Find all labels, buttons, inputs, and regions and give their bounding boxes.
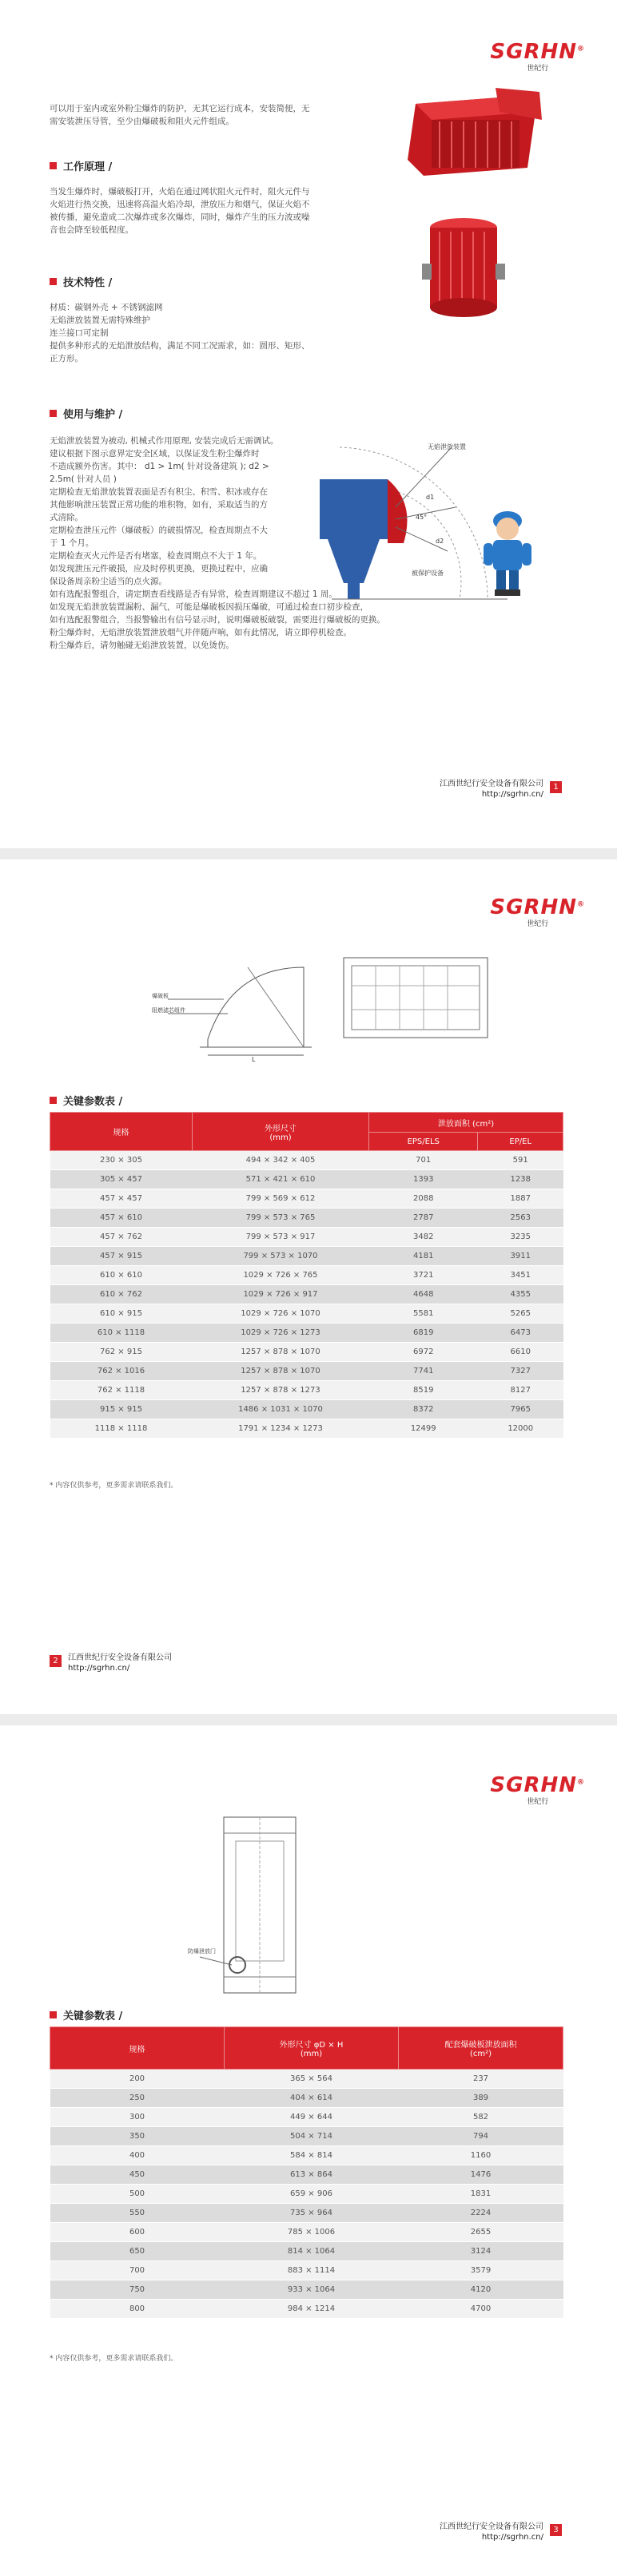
table-row — [50, 2108, 563, 2127]
text-line: 如有选配报警组合，当报警输出有信号显示时，说明爆破板破裂，需要进行爆破板的更换。 — [50, 615, 385, 625]
table-cell: 762 × 1016 — [50, 1362, 193, 1381]
label-rupture-disc: 爆破板 — [152, 993, 169, 999]
section-principle — [50, 158, 112, 173]
table-cell: 4181 — [369, 1247, 478, 1266]
text-line: 音也会降至较低程度。 — [50, 225, 133, 235]
page-3 — [0, 1725, 617, 2576]
table-cell: 1118 × 1118 — [50, 1419, 193, 1439]
table-row — [50, 2127, 563, 2146]
page-1 — [0, 0, 617, 848]
text-line: 如发现无焰泄放装置漏粉、漏气，可能是爆破板因损压爆破，可通过检查口初步检查， — [50, 602, 368, 612]
table-cell: 1257 × 878 × 1070 — [193, 1362, 369, 1381]
table-cell: 600 — [50, 2223, 225, 2242]
table-cell: 200 — [50, 2070, 225, 2089]
intro-line: 需安装泄压导管，至少由爆破板和阻火元件组成。 — [50, 117, 234, 126]
table-cell: 762 × 1118 — [50, 1381, 193, 1400]
table-cell: 1257 × 878 × 1070 — [193, 1343, 369, 1362]
footer-url[interactable]: http://sgrhn.cn/ — [481, 790, 543, 799]
text-line: 如发现泄压元件破损，应及时停机更换，更换过程中，应确 — [50, 564, 268, 574]
text-line: 粉尘爆炸时，无焰泄放装置泄放烟气并伴随声响，如有此情况，请立即停机检查。 — [50, 628, 352, 637]
brand-cn: 世纪行 — [527, 65, 549, 73]
table-cell: 4120 — [399, 2280, 563, 2300]
brand-reg: ® — [577, 45, 585, 54]
table-cell: 794 — [399, 2127, 563, 2146]
table-cell: 550 — [50, 2204, 225, 2223]
table-body — [50, 2070, 563, 2319]
table-cell: 305 × 457 — [50, 1170, 193, 1189]
worker-illustration — [476, 503, 539, 599]
section-marker — [50, 1097, 57, 1104]
cylinder-drawing — [188, 1809, 324, 2001]
text-line: 于 1 个月。 — [50, 538, 94, 548]
table-row — [50, 1189, 563, 1209]
text-line: 定期检查泄压元件（爆破板）的破损情况，检查周期点不大 — [50, 526, 268, 535]
table-cell: 3482 — [369, 1228, 478, 1247]
text-line: 火焰进行热交换，迅速将高温火焰冷却，泄放压力和烟气，保证火焰不 — [50, 200, 310, 209]
text-line: 式清除。 — [50, 513, 83, 522]
side-drawing — [152, 951, 320, 1063]
table-cell: 700 — [50, 2261, 225, 2280]
table-cell: 12499 — [369, 1419, 478, 1439]
table-cell: 12000 — [478, 1419, 563, 1439]
table-cell: 2088 — [369, 1189, 478, 1209]
table-row — [50, 2242, 563, 2261]
section-params — [50, 1093, 122, 1108]
table-cell: 799 × 573 × 765 — [193, 1209, 369, 1228]
table-cell: 2563 — [478, 1209, 563, 1228]
dim-label: L — [252, 1056, 256, 1063]
footer — [424, 2522, 543, 2542]
table-row — [50, 2280, 563, 2300]
footer-url[interactable]: http://sgrhn.cn/ — [481, 2533, 543, 2542]
footer-company: 江西世纪行安全设备有限公司 — [440, 780, 543, 788]
label-door: 防爆泄放门 — [188, 1948, 216, 1955]
table-cell: 6473 — [478, 1324, 563, 1343]
table-cell: 582 — [399, 2108, 563, 2127]
table-cell: 701 — [369, 1151, 478, 1170]
table-cell: 591 — [478, 1151, 563, 1170]
brand-reg: ® — [577, 1778, 585, 1787]
text-line: 材质：碳钢外壳 + 不锈钢滤网 — [50, 303, 163, 312]
table-cell: 1029 × 726 × 917 — [193, 1285, 369, 1304]
table-cell: 3721 — [369, 1266, 478, 1285]
section-title: 工作原理 / — [63, 161, 113, 173]
table-cell: 457 × 915 — [50, 1247, 193, 1266]
col-size: 外形尺寸 φD × H (mm) — [225, 2027, 399, 2070]
table-cell: 457 × 457 — [50, 1189, 193, 1209]
section-marker — [50, 278, 57, 285]
table-cell: 1238 — [478, 1170, 563, 1189]
table-cell: 457 × 610 — [50, 1209, 193, 1228]
table-row — [50, 1228, 563, 1247]
section-usage — [50, 406, 122, 421]
table-cell: 4700 — [399, 2300, 563, 2319]
principle-text — [50, 185, 369, 236]
table-cell: 450 — [50, 2165, 225, 2185]
table-row — [50, 1400, 563, 1419]
table-cell: 4648 — [369, 1285, 478, 1304]
table-cell: 610 × 762 — [50, 1285, 193, 1304]
brand-logo — [490, 895, 585, 928]
brand-reg: ® — [577, 900, 585, 909]
text-line: 被传播，避免造成二次爆炸或多次爆炸，同时，爆炸产生的压力波或噪 — [50, 212, 310, 222]
table-cell: 3235 — [478, 1228, 563, 1247]
table-cell: 799 × 569 × 612 — [193, 1189, 369, 1209]
note: * 内容仅供参考，更多需求请联系我们。 — [50, 1482, 178, 1490]
table-cell: 230 × 305 — [50, 1151, 193, 1170]
table-cell: 613 × 864 — [225, 2165, 399, 2185]
table-cell: 6972 — [369, 1343, 478, 1362]
table-cell: 2655 — [399, 2223, 563, 2242]
col-spec: 规格 — [50, 2027, 225, 2070]
table-cell: 1029 × 726 × 1070 — [193, 1304, 369, 1324]
table-cell: 933 × 1064 — [225, 2280, 399, 2300]
table-cell: 1029 × 726 × 1273 — [193, 1324, 369, 1343]
table-cell: 7327 — [478, 1362, 563, 1381]
table-cell: 610 × 610 — [50, 1266, 193, 1285]
page-gap — [0, 1714, 617, 1725]
table-row — [50, 1247, 563, 1266]
label-d2: d2 — [436, 538, 444, 545]
table-cell: 300 — [50, 2108, 225, 2127]
table-cell: 3911 — [478, 1247, 563, 1266]
page-gap — [0, 848, 617, 859]
table-cell: 735 × 964 — [225, 2204, 399, 2223]
table-cell: 7741 — [369, 1362, 478, 1381]
table-row — [50, 2300, 563, 2319]
brand-logo — [490, 40, 585, 73]
text-line: 提供多种形式的无焰泄放结构，满足不同工况需求，如：圆形、矩形、 — [50, 341, 310, 351]
table-cell: 800 — [50, 2300, 225, 2319]
table-row — [50, 2261, 563, 2280]
note: * 内容仅供参考，更多需求请联系我们。 — [50, 2355, 178, 2363]
page-2 — [0, 859, 617, 1714]
section-marker — [50, 410, 57, 417]
params-table — [50, 2026, 563, 2319]
label-device: 无焰泄放装置 — [428, 443, 466, 451]
brand-cn: 世纪行 — [527, 920, 549, 928]
table-cell: 610 × 915 — [50, 1304, 193, 1324]
page-number: 3 — [550, 2524, 562, 2536]
table-cell: 984 × 1214 — [225, 2300, 399, 2319]
col-spec: 规格 — [50, 1113, 193, 1151]
table-cell: 8372 — [369, 1400, 478, 1419]
table-cell: 494 × 342 × 405 — [193, 1151, 369, 1170]
table-cell: 7965 — [478, 1400, 563, 1419]
table-cell: 799 × 573 × 917 — [193, 1228, 369, 1247]
text-line: 定期检查无焰泄放装置表面是否有积尘、积雪、积冰或存在 — [50, 487, 268, 497]
table-cell: 1791 × 1234 × 1273 — [193, 1419, 369, 1439]
brand-name: SGRHN — [490, 895, 577, 919]
product-image-rect — [400, 88, 543, 184]
table-cell: 350 — [50, 2127, 225, 2146]
brand-name: SGRHN — [490, 40, 577, 64]
table-cell: 915 × 915 — [50, 1400, 193, 1419]
label-filter: 阻燃滤芯组件 — [152, 1007, 185, 1014]
table-cell: 1476 — [399, 2165, 563, 2185]
table-row — [50, 2070, 563, 2089]
table-cell: 2224 — [399, 2204, 563, 2223]
table-row — [50, 2204, 563, 2223]
table-cell: 650 — [50, 2242, 225, 2261]
params-table — [50, 1112, 563, 1439]
table-cell: 3579 — [399, 2261, 563, 2280]
table-cell: 365 × 564 — [225, 2070, 399, 2089]
table-cell: 3451 — [478, 1266, 563, 1285]
table-cell: 762 × 915 — [50, 1343, 193, 1362]
table-row — [50, 1209, 563, 1228]
text-line: 粉尘爆炸后，请勿触碰无焰泄放装置，以免烫伤。 — [50, 641, 234, 650]
table-cell: 389 — [399, 2089, 563, 2108]
text-line: 保设备周亲粉尘适当的点火源。 — [50, 577, 167, 586]
section-title: 关键参数表 / — [63, 2010, 123, 2022]
text-line: 建议根据下图示意界定安全区域，以保证发生粉尘爆炸时 — [50, 449, 260, 458]
footer — [424, 779, 543, 800]
table-cell: 610 × 1118 — [50, 1324, 193, 1343]
product-image-round — [416, 216, 512, 323]
footer-company: 江西世纪行安全设备有限公司 — [68, 1653, 172, 1662]
label-protected: 被保护设备 — [412, 570, 444, 577]
text-line: 正方形。 — [50, 354, 83, 363]
footer — [68, 1653, 172, 1673]
section-features — [50, 274, 112, 289]
footer-url[interactable]: http://sgrhn.cn/ — [68, 1664, 130, 1673]
table-cell: 883 × 1114 — [225, 2261, 399, 2280]
col-eps: EPS/ELS — [369, 1133, 478, 1151]
text-line: 无焰泄放装置为被动, 机械式作用原理, 安装完成后无需调试。 — [50, 436, 279, 446]
table-cell: 571 × 421 × 610 — [193, 1170, 369, 1189]
table-cell: 500 — [50, 2185, 225, 2204]
front-drawing — [340, 954, 492, 1042]
text-line: 无焰泄放装置无需特殊维护 — [50, 316, 150, 325]
table-cell: 785 × 1006 — [225, 2223, 399, 2242]
table-row — [50, 1343, 563, 1362]
table-cell: 6610 — [478, 1343, 563, 1362]
table-row — [50, 1285, 563, 1304]
brand-name: SGRHN — [490, 1773, 577, 1797]
text-line: 不造成额外伤害。其中： d1 > 1m( 针对设备建筑 ); d2 > — [50, 462, 269, 471]
table-row — [50, 2223, 563, 2242]
table-row — [50, 2089, 563, 2108]
table-cell: 1486 × 1031 × 1070 — [193, 1400, 369, 1419]
page-number: 2 — [50, 1655, 62, 1667]
table-cell: 750 — [50, 2280, 225, 2300]
col-area: 泄放面积 (cm²) — [369, 1113, 563, 1133]
table-cell: 1257 × 878 × 1273 — [193, 1381, 369, 1400]
footer-company: 江西世纪行安全设备有限公司 — [440, 2522, 543, 2531]
col-size: 外形尺寸 (mm) — [193, 1113, 369, 1151]
text-line: 2.5m( 针对人员 ) — [50, 474, 117, 484]
page-number: 1 — [550, 781, 562, 793]
table-cell: 4355 — [478, 1285, 563, 1304]
table-row — [50, 1381, 563, 1400]
table-cell: 8127 — [478, 1381, 563, 1400]
table-cell: 5265 — [478, 1304, 563, 1324]
label-angle: 45° — [416, 514, 428, 521]
text-line: 当发生爆炸时，爆破板打开，火焰在通过网状阻火元件时，阻火元件与 — [50, 187, 310, 196]
table-cell: 3124 — [399, 2242, 563, 2261]
table-row — [50, 1151, 563, 1170]
table-cell: 2787 — [369, 1209, 478, 1228]
section-title: 关键参数表 / — [63, 1096, 123, 1108]
text-line: 其他影响泄压装置正常功能的堆积物，如有，采取适当的方 — [50, 500, 268, 510]
table-cell: 237 — [399, 2070, 563, 2089]
table-cell: 250 — [50, 2089, 225, 2108]
table-cell: 1887 — [478, 1189, 563, 1209]
text-line: 连兰接口可定制 — [50, 328, 109, 338]
intro-text — [50, 102, 369, 128]
features-text — [50, 301, 369, 365]
table-cell: 1393 — [369, 1170, 478, 1189]
text-line: 定期检查灭火元件是否有堵塞，检查周期点不大于 1 年。 — [50, 551, 262, 561]
table-row — [50, 1304, 563, 1324]
table-row — [50, 2185, 563, 2204]
table-cell: 6819 — [369, 1324, 478, 1343]
section-params — [50, 2007, 122, 2022]
brand-cn: 世纪行 — [527, 1798, 549, 1806]
brand-logo — [490, 1773, 585, 1806]
table-row — [50, 1170, 563, 1189]
table-cell: 8519 — [369, 1381, 478, 1400]
table-cell: 400 — [50, 2146, 225, 2165]
table-row — [50, 1324, 563, 1343]
intro-line: 可以用于室内或室外粉尘爆炸的防护，无其它运行成本，安装简便，无 — [50, 104, 310, 113]
table-row — [50, 1266, 563, 1285]
table-cell: 404 × 614 — [225, 2089, 399, 2108]
col-area: 配套爆破板泄放面积 (cm²) — [399, 2027, 563, 2070]
table-cell: 1831 — [399, 2185, 563, 2204]
table-cell: 814 × 1064 — [225, 2242, 399, 2261]
table-cell: 449 × 644 — [225, 2108, 399, 2127]
table-cell: 504 × 714 — [225, 2127, 399, 2146]
section-title: 使用与维护 / — [63, 409, 123, 421]
table-cell: 5581 — [369, 1304, 478, 1324]
table-row — [50, 1362, 563, 1381]
section-title: 技术特性 / — [63, 277, 113, 289]
table-row — [50, 1419, 563, 1439]
table-cell: 1029 × 726 × 765 — [193, 1266, 369, 1285]
section-marker — [50, 162, 57, 169]
col-ep: EP/EL — [478, 1133, 563, 1151]
table-cell: 799 × 573 × 1070 — [193, 1247, 369, 1266]
table-row — [50, 2165, 563, 2185]
table-cell: 1160 — [399, 2146, 563, 2165]
text-line: 如有选配报警组合，请定期查看线路是否有异常，检查周期建议不超过 1 周。 — [50, 589, 337, 599]
table-body — [50, 1151, 563, 1439]
table-cell: 659 × 906 — [225, 2185, 399, 2204]
table-cell: 457 × 762 — [50, 1228, 193, 1247]
label-d1: d1 — [426, 494, 435, 501]
table-cell: 584 × 814 — [225, 2146, 399, 2165]
table-row — [50, 2146, 563, 2165]
section-marker — [50, 2011, 57, 2018]
